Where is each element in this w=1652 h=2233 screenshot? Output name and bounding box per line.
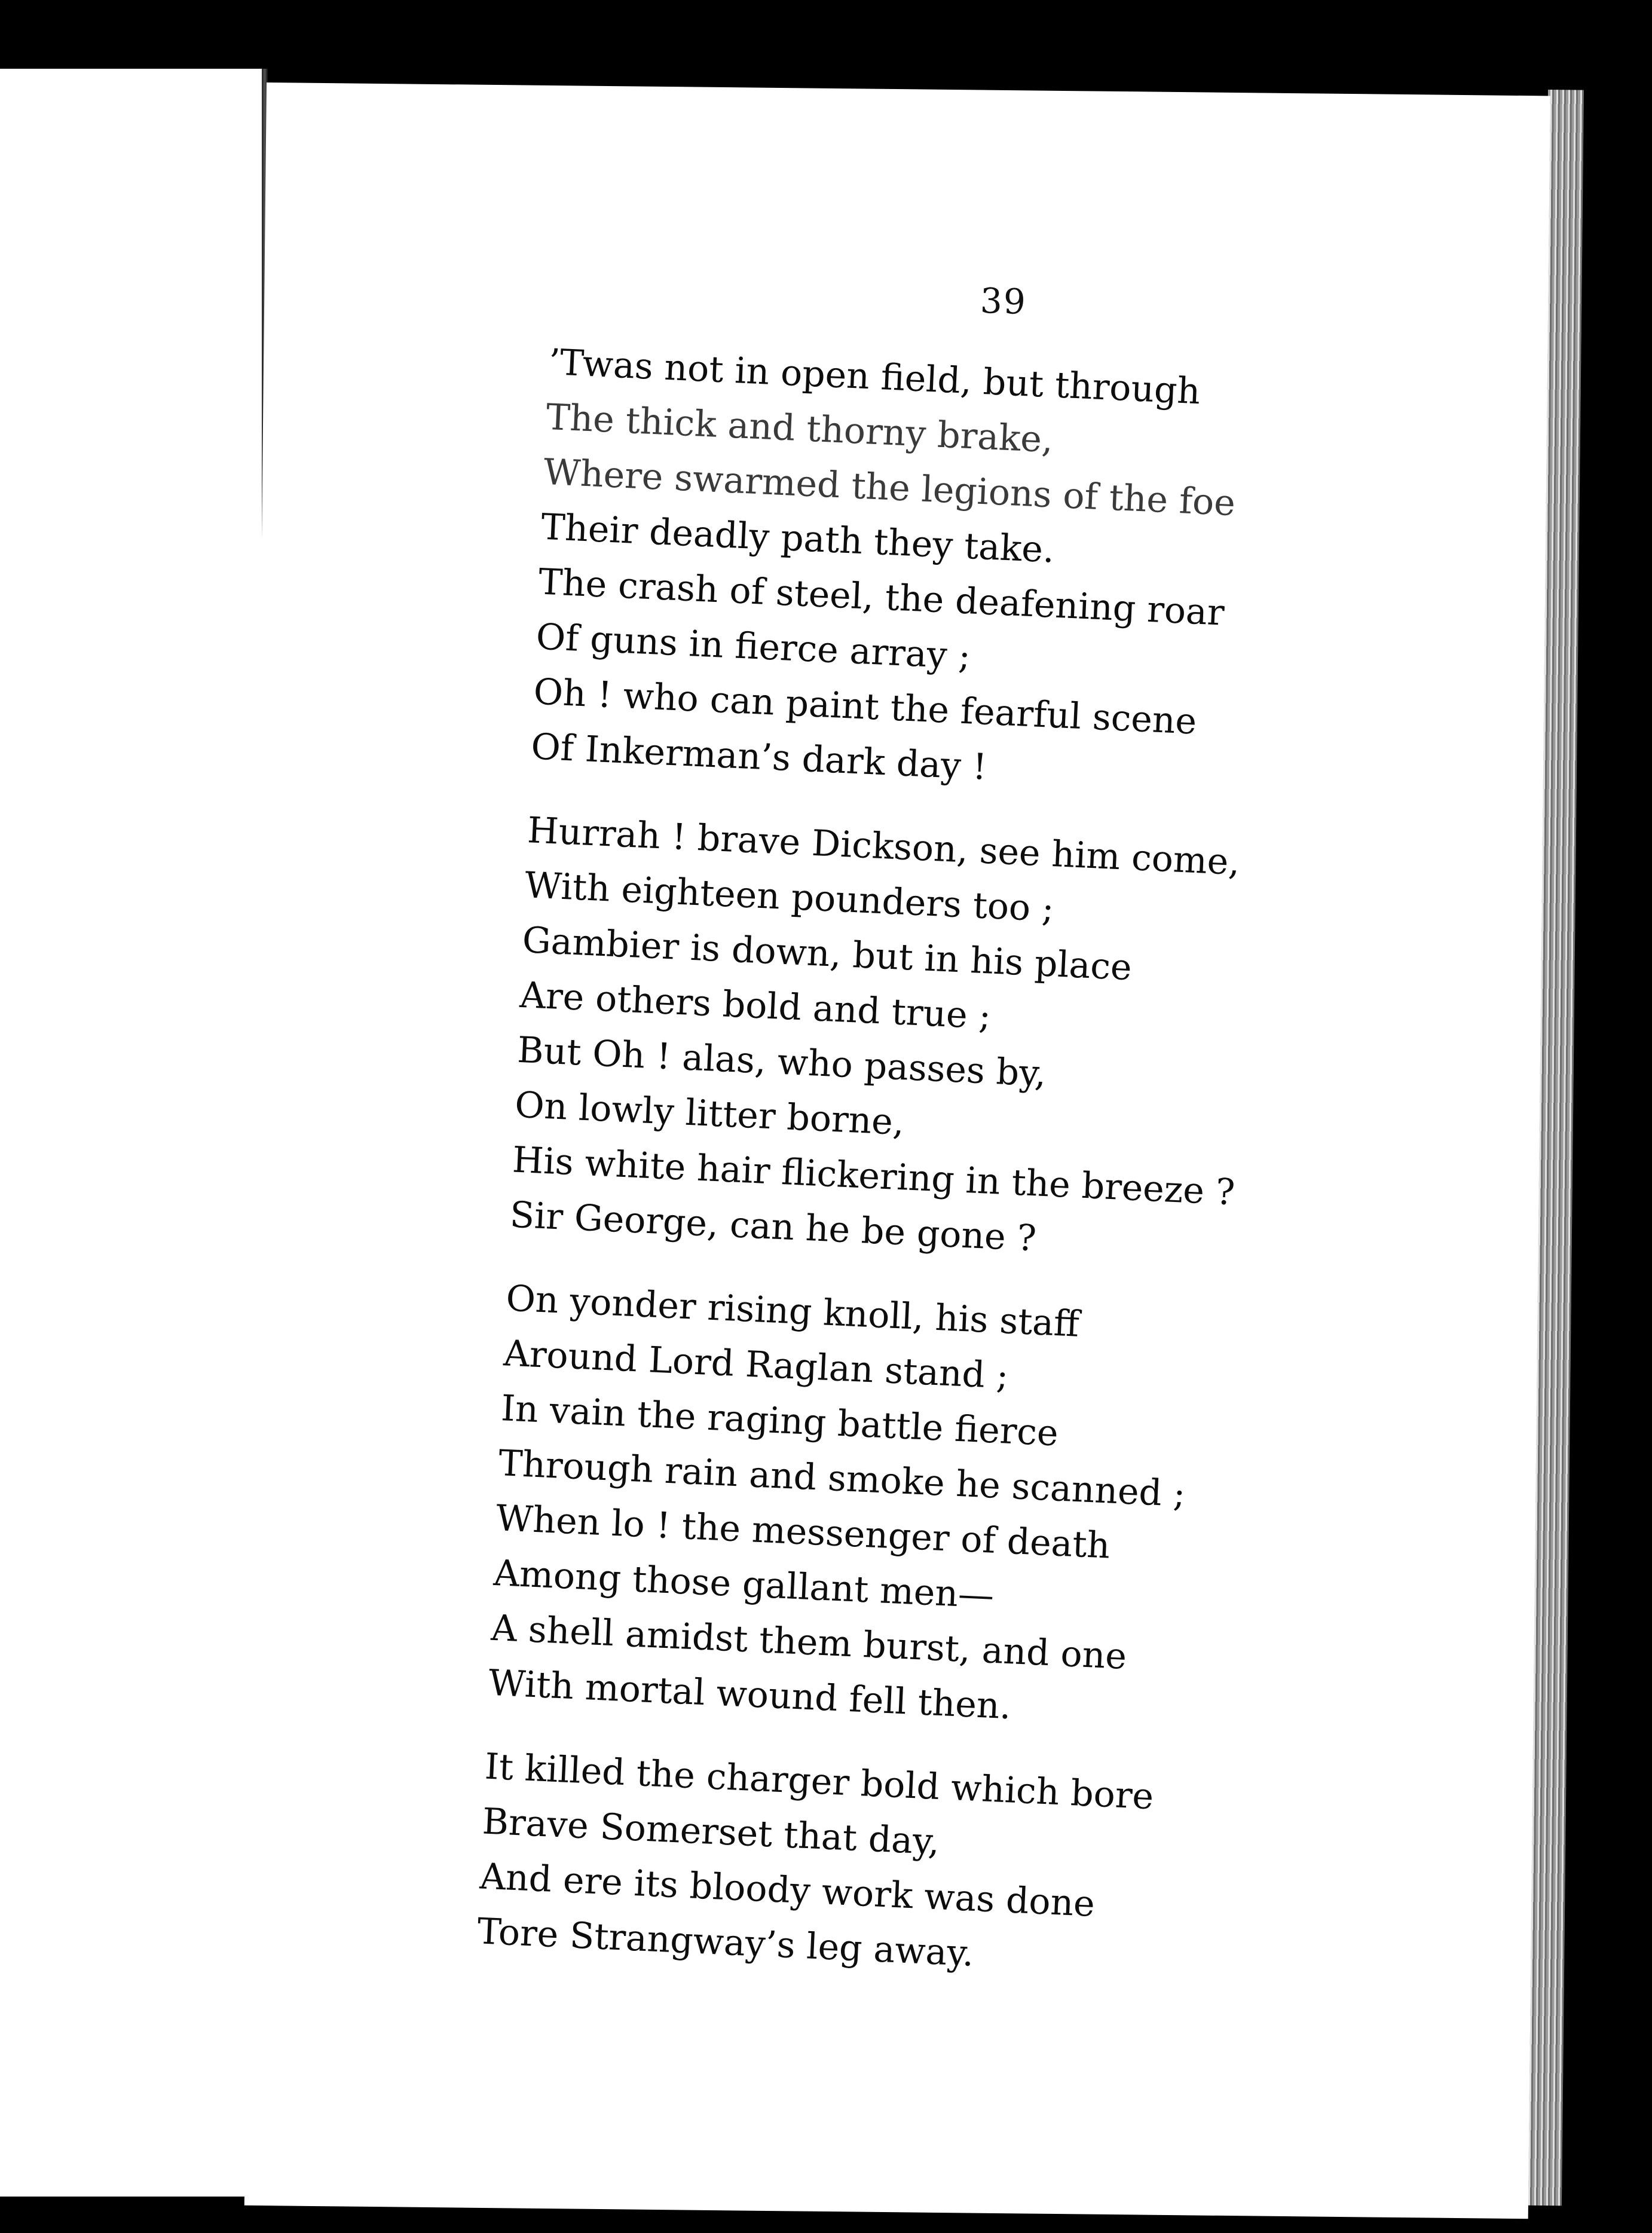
poem-line: When lo ! the messenger of death: [495, 1497, 1111, 1567]
poem-line: Hurrah ! brave Dickson, see him come,: [526, 809, 1241, 884]
poem-line: A shell amidst them burst, and one: [490, 1607, 1128, 1678]
stanza-2: [509, 803, 1460, 1284]
poem-line: Brave Somerset that day,: [481, 1800, 941, 1864]
poem-line: Their deadly path they take.: [540, 506, 1056, 571]
poem-line: But Oh ! alas, who passes by,: [516, 1029, 1047, 1095]
poem-line: Tore Strangway’s leg away.: [476, 1910, 975, 1975]
facing-page: [0, 69, 263, 2197]
poem-line: With mortal wound fell then.: [487, 1662, 1012, 1728]
poem-line: Oh ! who can paint the fearful scene: [533, 671, 1198, 743]
poem-line: It killed the charger bold which bore: [484, 1745, 1155, 1818]
stanza-1: [530, 335, 1482, 816]
poem-line: Where swarmed the legions of the foe: [542, 451, 1237, 525]
poem-line: And ere its bloody work was done: [479, 1855, 1096, 1926]
poem-line: The thick and thorny brake,: [545, 396, 1054, 461]
poem-line: Of guns in fierce array ;: [535, 616, 972, 678]
poem-line: Through rain and smoke he scanned ;: [497, 1442, 1186, 1516]
poem-line: In vain the raging battle fierce: [500, 1387, 1060, 1455]
poem-line: ’Twas not in open field, but through: [547, 341, 1201, 413]
stanza-4: [476, 1739, 1418, 2001]
poem-line: His white hair flickering in the breeze ?: [511, 1139, 1236, 1214]
poem-line: Of Inkerman’s dark day !: [530, 726, 988, 788]
poem-line: The crash of steel, the deafening roar: [537, 561, 1226, 634]
poem-line: With eighteen pounders too ;: [524, 864, 1056, 931]
poem-line: On lowly litter borne,: [513, 1084, 905, 1144]
poem-line: Gambier is down, but in his place: [521, 919, 1133, 989]
stanza-3: [487, 1271, 1439, 1752]
poem-text: [475, 335, 1481, 2030]
poem-line: Among those gallant men—: [492, 1552, 995, 1617]
poem-line: Sir George, can he be gone ?: [509, 1194, 1038, 1260]
page-number: 39: [980, 280, 1027, 323]
poem-line: Around Lord Raglan stand ;: [503, 1332, 1009, 1397]
poem-line: Are others bold and true ;: [519, 974, 992, 1038]
poem-line: On yonder rising knoll, his staff: [505, 1277, 1081, 1345]
